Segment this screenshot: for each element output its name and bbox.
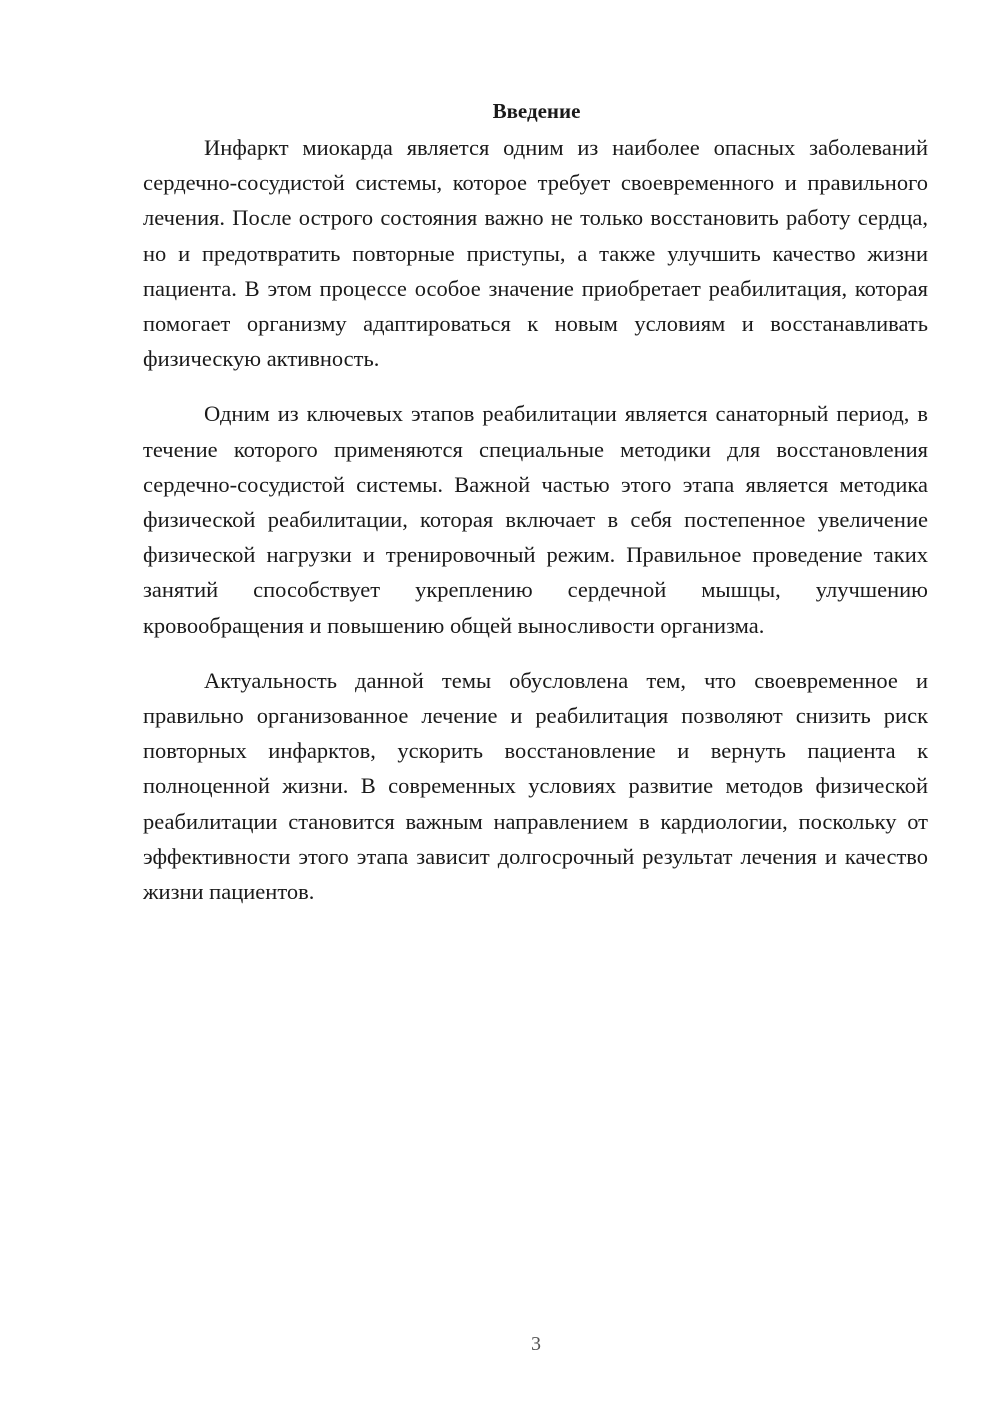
page-content (143, 94, 928, 929)
page-number: 3 (531, 1333, 541, 1355)
paragraph-1: Инфаркт миокарда является одним из наиболее опасных заболеваний сердечно-сосудистой системы, которое требует своевременного и правильного лечения. После острого состояния важно не только восстановить работу сердца, но и предотвратить повторные приступы, а также улучшить качество жизни пациента. В этом процессе особое значение приобретает реабилитация, которая помогает организму адаптироваться к новым условиям и восстанавливать физическую активность. (143, 135, 928, 372)
paragraph-2: Одним из ключевых этапов реабилитации является санаторный период, в течение которого применяются специальные методики для восстановления сердечно-сосудистой системы. Важной частью этого этапа является методика физической реабилитации, которая включает в себя постепенное увеличение физической нагрузки и тренировочный режим. Правильное проведение таких занятий способствует укреплению сердечной мышцы, улучшению кровообращения и повышению общей выносливости организма. (143, 401, 928, 638)
section-heading: Введение (492, 99, 581, 123)
paragraph-3: Актуальность данной темы обусловлена тем, что своевременное и правильно организованное лечение и реабилитация позволяют снизить риск повторных инфарктов, ускорить восстановление и вернуть пациента к полноценной жизни. В современных условиях развитие методов физической реабилитации становится важным направлением в кардиологии, поскольку от эффективности этого этапа зависит долгосрочный результат лечения и качество жизни пациентов. (143, 667, 928, 905)
